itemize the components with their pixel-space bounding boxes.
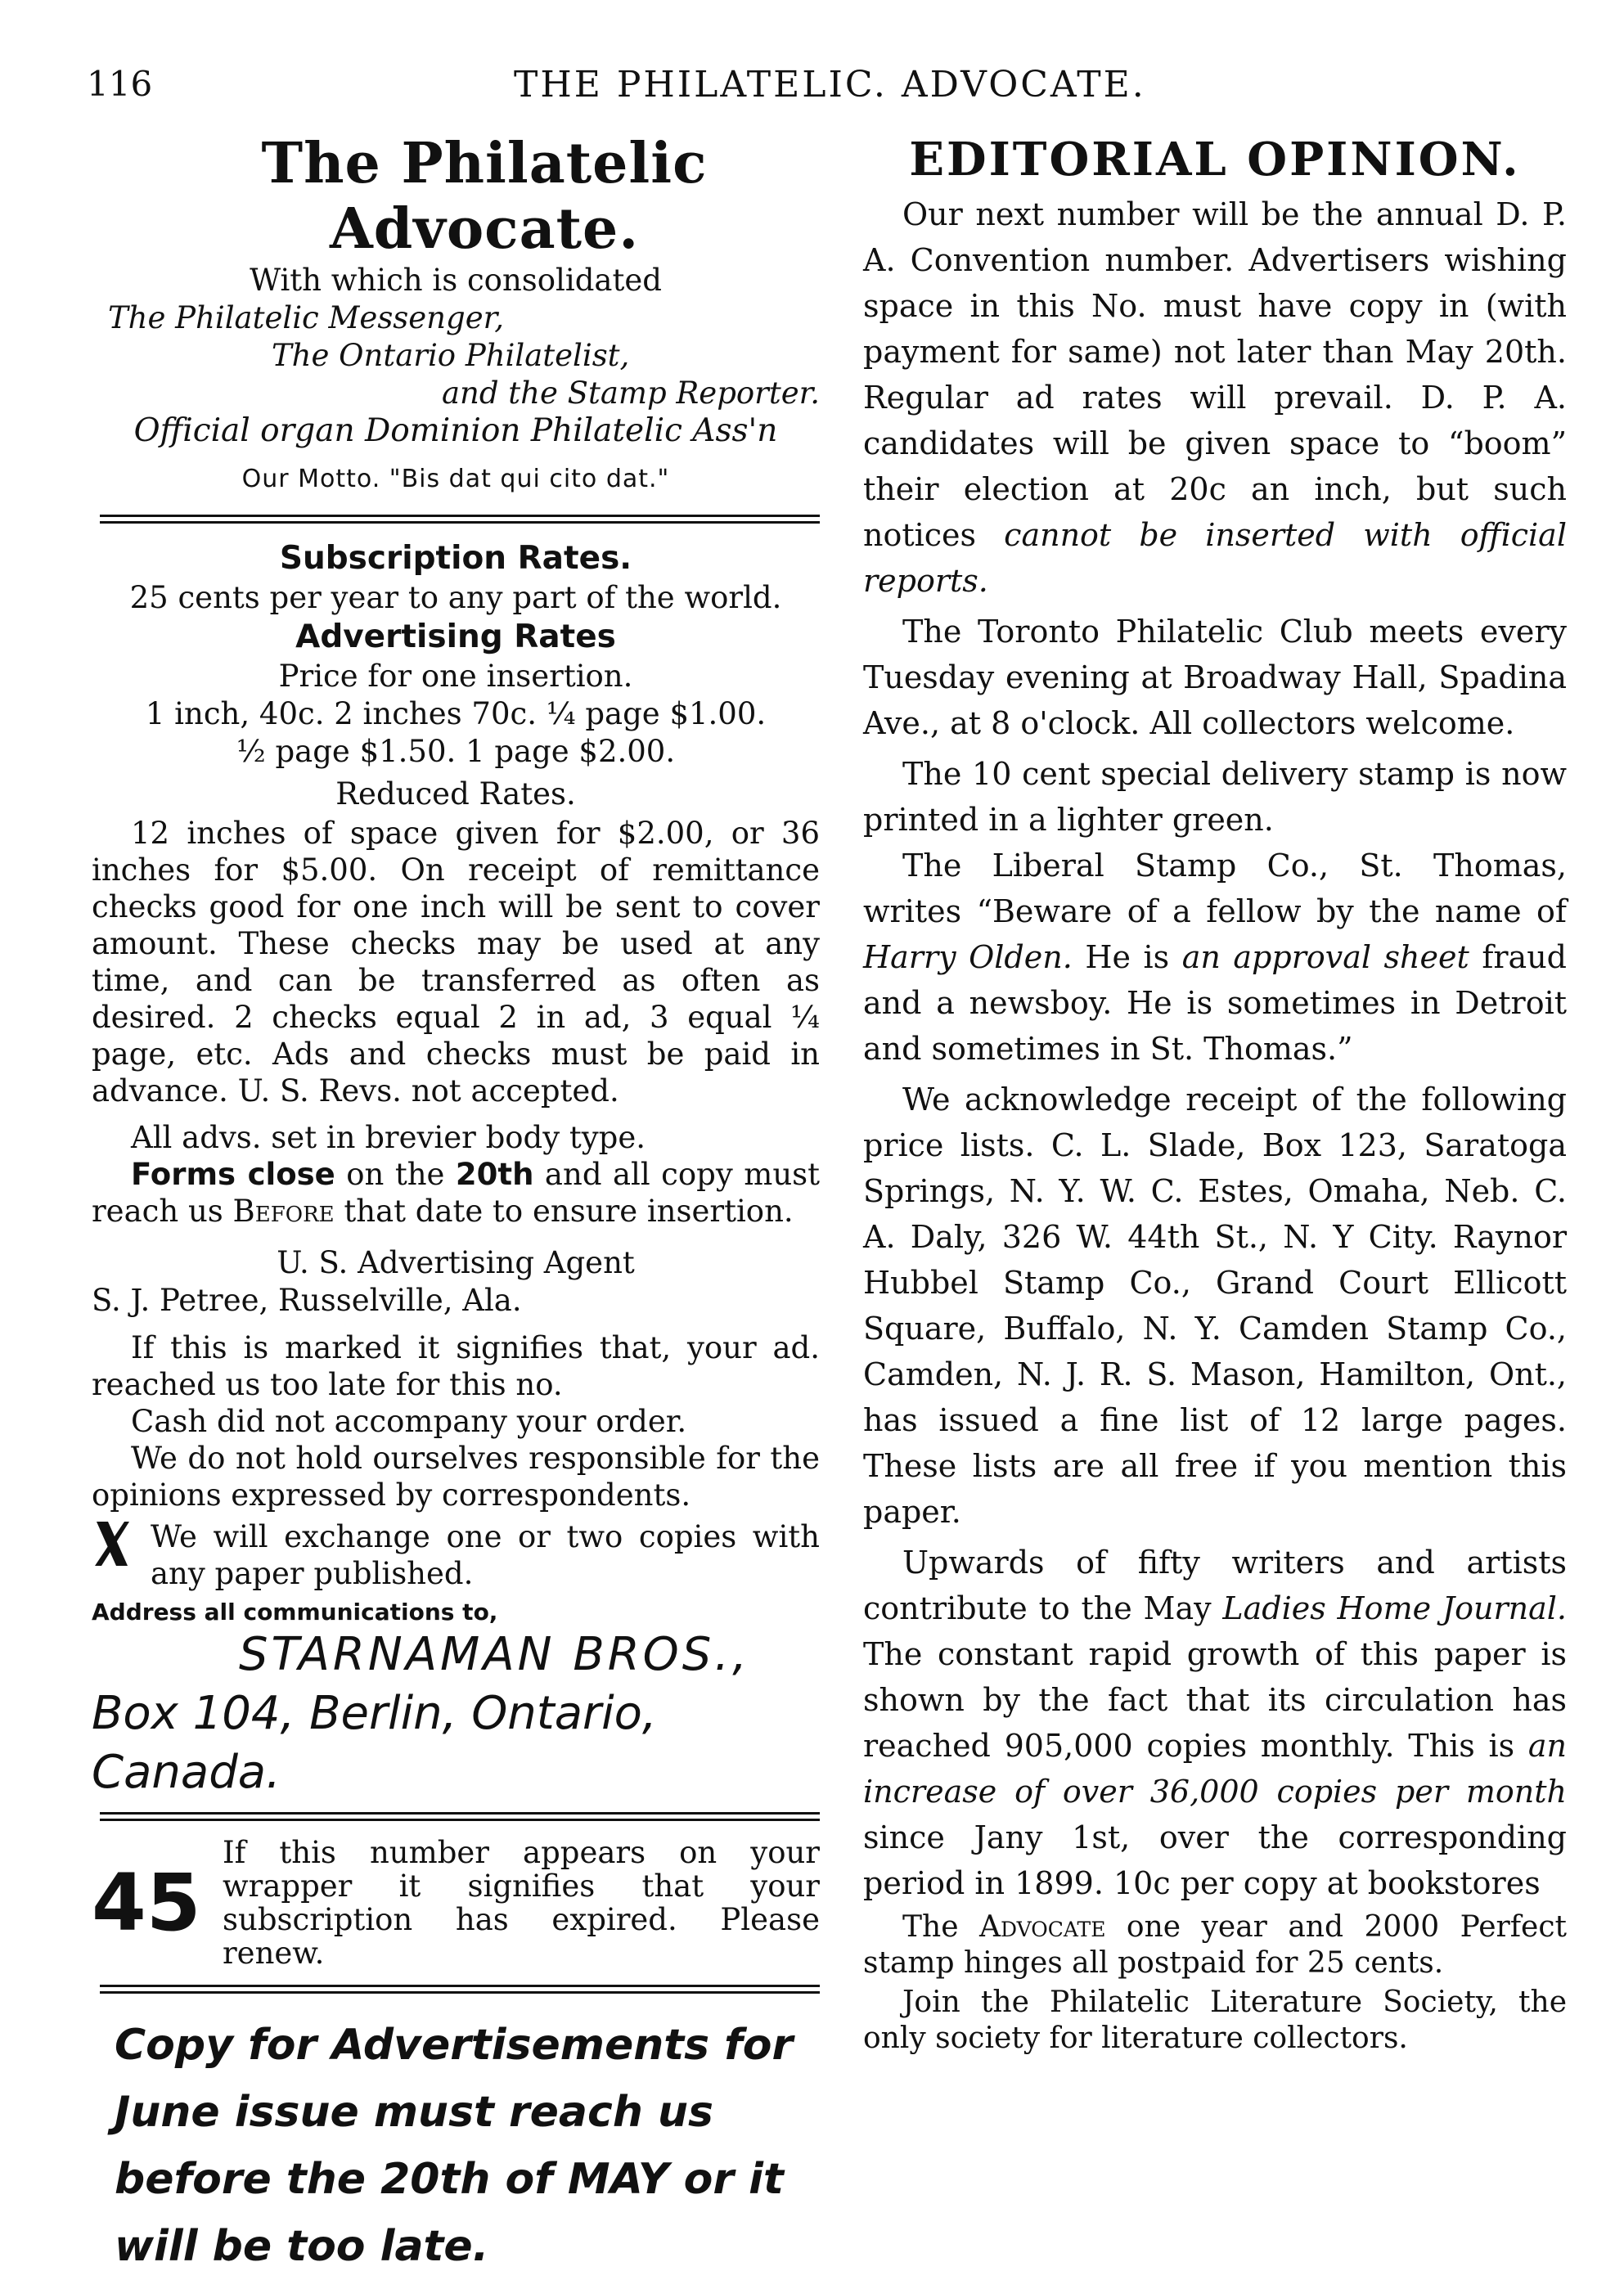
rates-line-2: ½ page $1.50. 1 page $2.00. [236,734,676,769]
editorial-paragraph-5: We acknowledge receipt of the following price lists. C. L. Slade, Box 123, Saratoga Springs, N. Y. W. C. Estes, Omaha, Neb. C. A. Daly, 326 W. 44th St., N. Y City. Raynor Hubbel Stamp Co., Grand Court Ellicott Square, Buffalo, N. Y. Camden Stamp Co., Camden, N. J. R. S. Mason, Hamilton, Ont., has issued a fine list of 12 large pages. These lists are all free if you mention this paper. [863,1082,1567,1530]
address-label: Address all communications to, [92,1599,498,1626]
official-organ: Official organ Dominion Philatelic Ass'n [133,412,778,449]
reduced-heading: Reduced Rates. [335,776,576,812]
forms-close-paragraph: Forms close on the 20th and all copy must reach us Before that date to ensure insertion. [92,1157,821,1229]
exchange-row [92,1518,820,1592]
subscription-heading: Subscription Rates. [279,540,632,577]
x-mark-icon [92,1518,133,1569]
editorial-heading: EDITORIAL OPINION. [909,133,1521,187]
exchange-notice: We will exchange one or two copies with any paper published. [151,1519,820,1591]
renewal-number: 45 [92,1857,201,1949]
marked-notice: If this is marked it signifies that, your ad. reached us too late for this no. [92,1330,820,1402]
double-rule-3 [100,1985,820,1994]
editorial-paragraph-3: The 10 cent special delivery stamp is now printed in a lighter green. [863,756,1567,838]
editorial-paragraph-4: The Liberal Stamp Co., St. Thomas, writes “Beware of a fellow by the name of Harry Olden. He is an approval sheet fraud and a newsboy. He is sometimes in Detroit and sometimes in St. Thomas.” [863,848,1568,1067]
agent-name: S. J. Petree, Russelville, Ala. [92,1283,522,1318]
reduced-text: 12 inches of space given for $2.00, or 36 inches for $5.00. On receipt of remittance checks good for one inch will be sent to cover amount. These checks may be used at any time, and can be transferred as often as desired. 2 checks equal 2 in ad, 3 equal ¼ page, etc. Ads and checks must be paid in advance. U. S. Revs. not accepted. [92,816,820,1109]
publisher-name: STARNAMAN BROS., [239,1628,750,1681]
running-title: THE PHILATELIC. ADVOCATE. [514,64,1146,106]
renewal-notice [92,1836,820,1970]
editorial-paragraph-2: The Toronto Philatelic Club meets every Tuesday evening at Broadway Hall, Spadina Ave., at 8 o'clock. All collectors welcome. [863,614,1567,741]
forms-date: 20th [455,1157,534,1192]
editorial-paragraph-8: Join the Philatelic Literature Society, the only society for literature collectors. [863,1985,1567,2055]
right-column [863,131,1567,2057]
motto: Our Motto. "Bis dat qui cito dat." [241,465,670,493]
subscription-text: 25 cents per year to any part of the world. [129,580,782,615]
brevier-line: All advs. set in brevier body type. [131,1120,646,1155]
consolidated-line: With which is consolidated [250,263,662,298]
left-column [92,131,820,2280]
cash-notice: Cash did not accompany your order. [131,1404,687,1439]
editorial-paragraph-1: Our next number will be the annual D. P. A. Convention number. Advertisers wishing space in this No. must have copy in (with payment for same) not later than May 20th. Regular ad rates will prevail. D. P. A. candidates will be given space to “boom” their election at 20c an inch, but such notices cannot be inserted with official reports. [863,196,1567,599]
publisher-address: Box 104, Berlin, Ontario, Canada. [92,1687,657,1799]
editorial-paragraph-6: Upwards of fifty writers and artists contribute to the May Ladies Home Journal. The constant rapid growth of this paper is shown by the fact that its circulation has reached 905,000 copies monthly. This is an increase of over 36,000 copies per month since Jany 1st, over the corresponding period in 1899. 10c per copy at bookstores [863,1545,1567,1901]
paper-reporter: and the Stamp Reporter. [441,376,820,411]
double-rule [100,515,820,524]
forms-close-lead: Forms close [131,1157,335,1192]
responsibility-notice: We do not hold ourselves responsible for the opinions expressed by correspondents. [92,1441,820,1513]
paper-ontario: The Ontario Philatelist, [272,338,630,373]
page-number: 116 [87,64,153,104]
agent-heading: U. S. Advertising Agent [277,1245,635,1280]
editorial-paragraph-7: The Advocate one year and 2000 Perfect stamp hinges all postpaid for 25 cents. [863,1910,1567,1980]
double-rule-2 [100,1812,820,1821]
copy-deadline-note: Copy for Advertisements for June issue must reach us before the 20th of MAY or it will be too late. [115,2021,794,2271]
advertising-heading: Advertising Rates [295,618,616,655]
price-line: Price for one insertion. [278,659,633,694]
running-head [0,64,1624,113]
paper-messenger: The Philatelic Messenger, [108,300,504,335]
before-word: Before [232,1194,335,1229]
masthead: The Philatelic Advocate. [261,131,708,262]
rates-line-1: 1 inch, 40c. 2 inches 70c. ¼ page $1.00. [145,696,767,731]
renewal-text: If this number appears on your wrapper it signifies that your subscription has expired. Please renew. [223,1835,820,1971]
